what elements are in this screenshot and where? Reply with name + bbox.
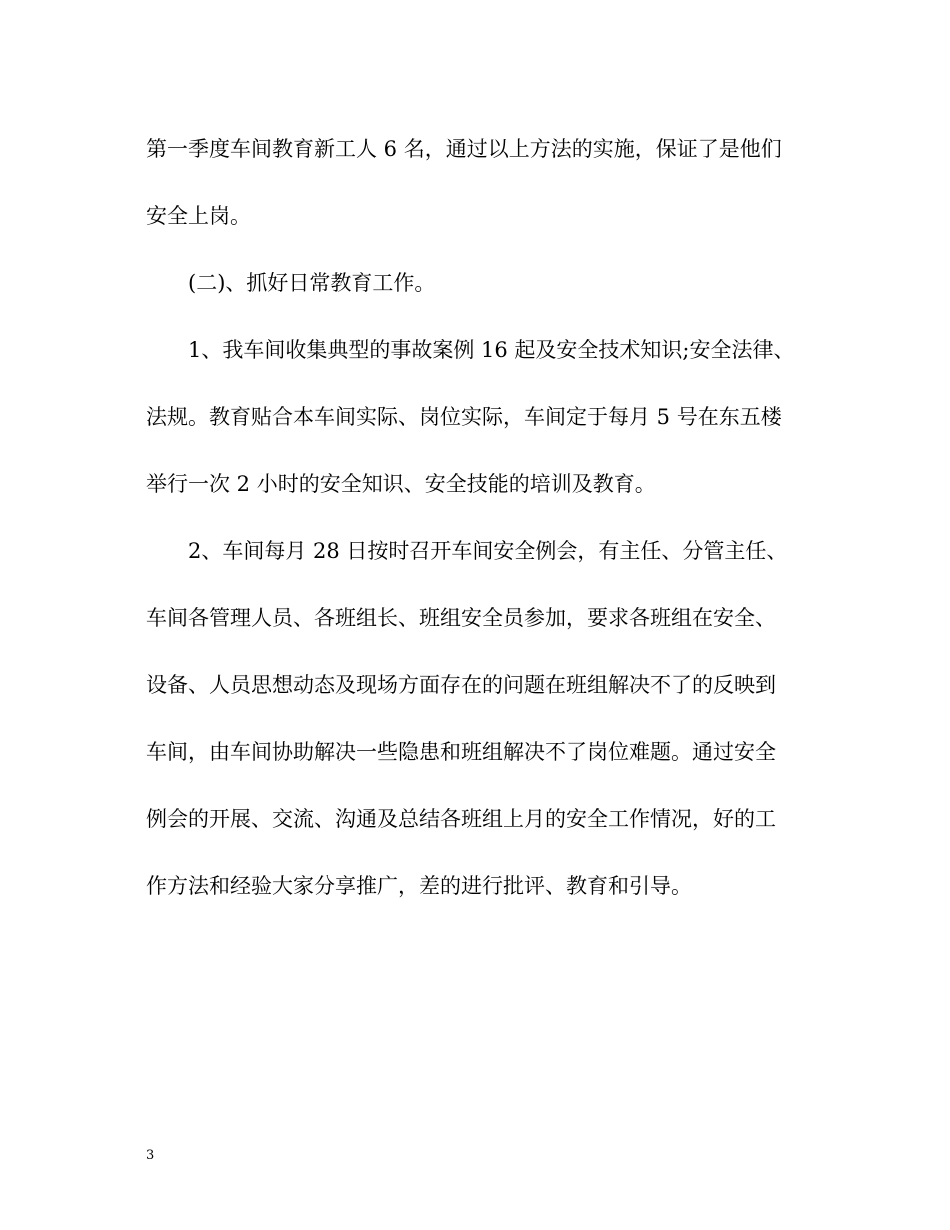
text-line: 车间各管理人员、各班组长、班组安全员参加，要求各班组在安全、 bbox=[146, 606, 776, 630]
text-line: 1、我车间收集典型的事故案例 16 起及安全技术知识;安全法律、 bbox=[188, 338, 795, 362]
text-line: 举行一次 2 小时的安全知识、安全技能的培训及教育。 bbox=[146, 472, 656, 496]
text-line: 设备、人员思想动态及现场方面存在的问题在班组解决不了的反映到 bbox=[146, 673, 776, 697]
text-line: 例会的开展、交流、沟通及总结各班组上月的安全工作情况，好的工 bbox=[146, 807, 776, 831]
page-number: 3 bbox=[146, 1148, 155, 1163]
text-line: 法规。教育贴合本车间实际、岗位实际，车间定于每月 5 号在东五楼 bbox=[146, 405, 782, 429]
section-heading: (二)、抓好日常教育工作。 bbox=[188, 271, 436, 295]
text-line: 2、车间每月 28 日按时召开车间安全例会，有主任、分管主任、 bbox=[188, 539, 788, 563]
text-line: 安全上岗。 bbox=[146, 204, 251, 228]
body-text bbox=[146, 122, 806, 926]
text-line: 第一季度车间教育新工人 6 名，通过以上方法的实施，保证了是他们 bbox=[146, 137, 782, 161]
text-line: 作方法和经验大家分享推广，差的进行批评、教育和引导。 bbox=[146, 874, 692, 898]
text-line: 车间，由车间协助解决一些隐患和班组解决不了岗位难题。通过安全 bbox=[146, 740, 776, 764]
